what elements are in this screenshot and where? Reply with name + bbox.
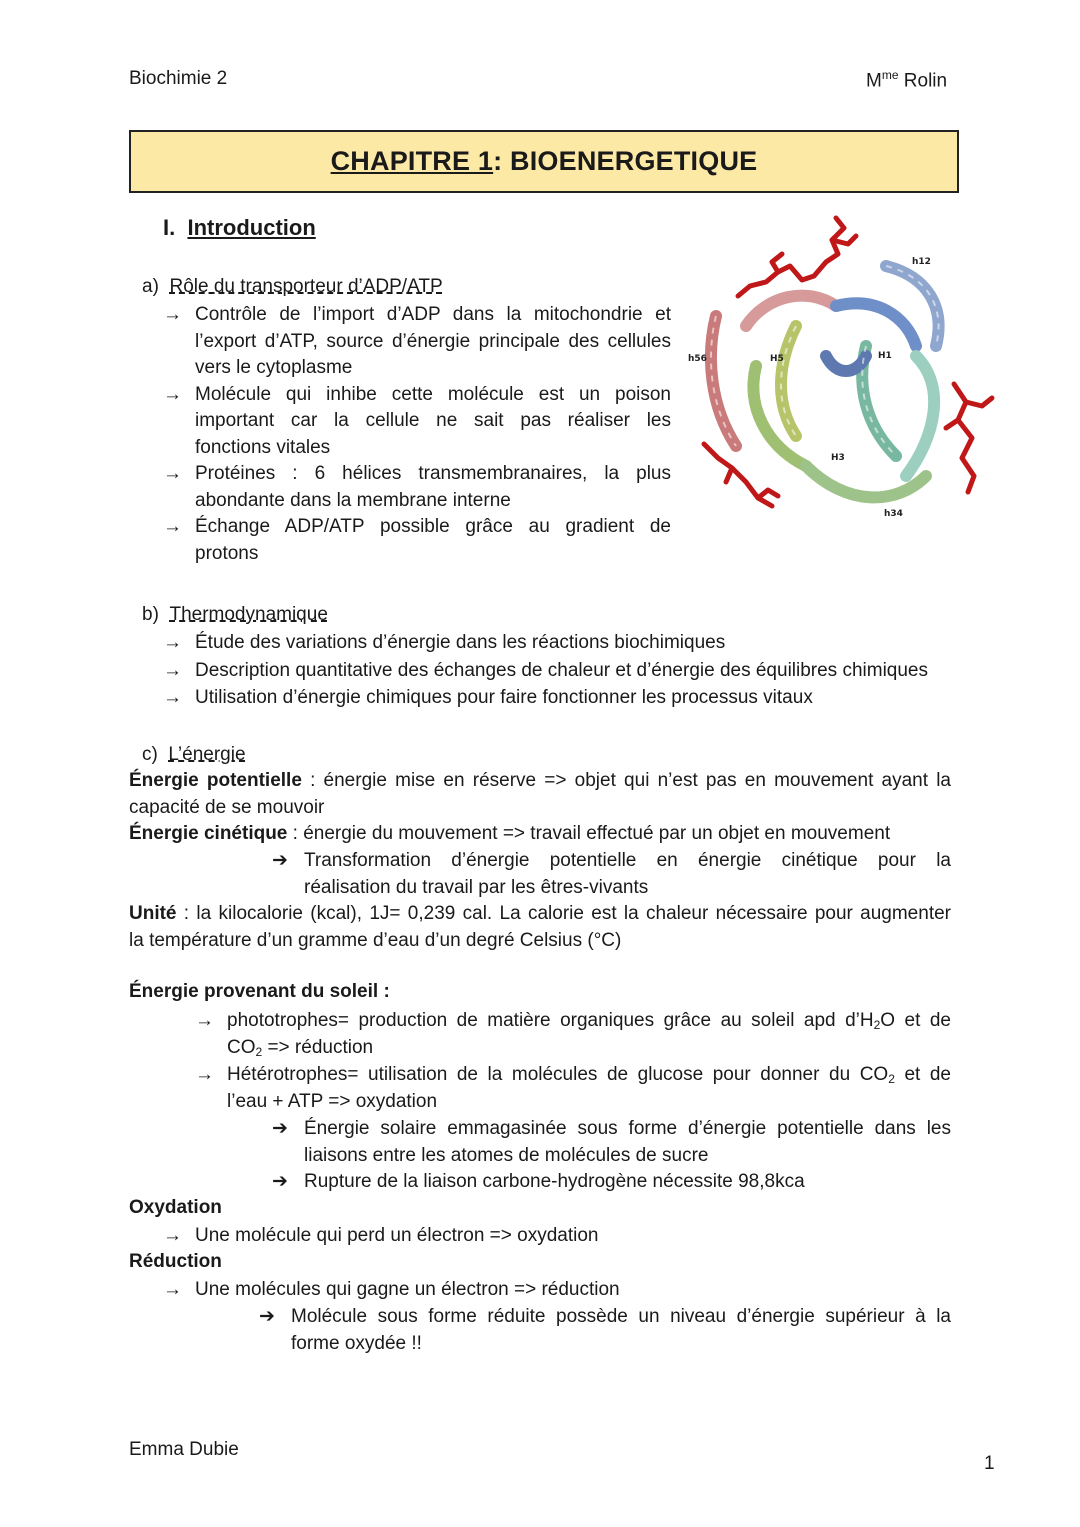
unite-paragraph: Unité : la kilocalorie (kcal), 1J= 0,239 cal. La calorie est la chaleur nécessaire pour augmenter la température d’un gramme d’eau d’un degré Celsius (°C) bbox=[129, 903, 951, 951]
subsection-a-heading: a) Rôle du transporteur d’ADP/ATP bbox=[142, 276, 443, 297]
transformation-note: ➔ Transformation d’énergie potentielle en énergie cinétique pour la réalisation du travail par les êtres-vivants bbox=[272, 850, 951, 898]
header-teacher: $M^{me}$ Rolin bbox=[866, 68, 948, 92]
oxydation-bullet: → Une molécule qui perd un électron => oxydation bbox=[163, 1225, 599, 1246]
page-number: 1 bbox=[984, 1453, 995, 1474]
reduction-heading: Réduction bbox=[129, 1251, 222, 1272]
list-item: → Étude des variations d’énergie dans les réactions biochimiques bbox=[163, 632, 726, 653]
chapter-number: CHAPITRE 1 bbox=[330, 146, 494, 176]
energie-potentielle-paragraph: Énergie potentielle : énergie mise en réserve => objet qui n’est pas en mouvement ayant la capacité de se mouvoir Énergie cinétique : énergie du mouvement => travail effectué par un objet en mouvement bbox=[129, 770, 951, 844]
header-course: Biochimie 2 bbox=[129, 68, 228, 89]
protein-label-H5: H5 bbox=[770, 354, 784, 364]
soleil-notes bbox=[272, 1116, 951, 1196]
subsection-b-bullets bbox=[163, 630, 929, 712]
list-item: → Hétérotrophes= utilisation de la molécules de glucose pour donner du $CO_2$ et de l’eau + ATP => oxydation bbox=[195, 1064, 951, 1112]
section-heading: I. Introduction bbox=[163, 215, 316, 240]
protein-label-h34: h34 bbox=[884, 509, 903, 519]
list-item: → Utilisation d’énergie chimiques pour faire fonctionner les processus vitaux bbox=[163, 687, 813, 708]
soleil-bullets bbox=[195, 1008, 951, 1115]
adp-atp-carrier-structure-image bbox=[686, 206, 998, 536]
protein-label-H3: H3 bbox=[831, 453, 845, 463]
subsection-c-heading: c) L’énergie bbox=[142, 744, 246, 765]
list-item: → Échange ADP/ATP possible grâce au gradient de protons bbox=[163, 516, 671, 564]
list-item: → Molécule qui inhibe cette molécule est un poison important car la cellule ne sait pas réaliser les fonctions vitales bbox=[163, 383, 671, 458]
protein-label-h12: h12 bbox=[912, 257, 931, 267]
footer-author: Emma Dubie bbox=[129, 1439, 239, 1460]
list-item: ➔ Rupture de la liaison carbone-hydrogène nécessite 98,8kca bbox=[272, 1171, 805, 1192]
list-item: → phototrophes= production de matière organiques grâce au soleil apd $d’H_2O$ et de $CO_2$ => réduction bbox=[195, 1010, 951, 1059]
subsection-a-bullets bbox=[163, 302, 671, 567]
reduction-note: ➔ Molécule sous forme réduite possède un niveau d’énergie supérieur à la forme oxydée !! bbox=[259, 1306, 951, 1354]
list-item: → Protéines : 6 hélices transmembranaires, la plus abondante dans la membrane interne bbox=[163, 463, 671, 511]
protein-label-H1: H1 bbox=[878, 351, 892, 361]
protein-label-h56: h56 bbox=[688, 354, 707, 364]
list-item: → Contrôle de l’import d’ADP dans la mitochondrie et l’export d’ATP, source d’énergie principale des cellules vers le cytoplasme bbox=[163, 304, 671, 378]
chapter-title bbox=[129, 130, 959, 193]
reduction-bullet: → Une molécules qui gagne un électron => réduction bbox=[163, 1279, 620, 1300]
list-item: → Description quantitative des échanges de chaleur et d’énergie des équilibres chimiques bbox=[163, 659, 929, 681]
subsection-b-heading: b) Thermodynamique bbox=[142, 604, 328, 625]
list-item: ➔ Énergie solaire emmagasinée sous forme d’énergie potentielle dans les liaisons entre les atomes de molécules de sucre bbox=[272, 1118, 951, 1166]
soleil-heading: Énergie provenant du soleil : bbox=[129, 981, 390, 1002]
chapter-name: : BIOENERGETIQUE bbox=[493, 146, 758, 176]
oxydation-heading: Oxydation bbox=[129, 1197, 222, 1218]
